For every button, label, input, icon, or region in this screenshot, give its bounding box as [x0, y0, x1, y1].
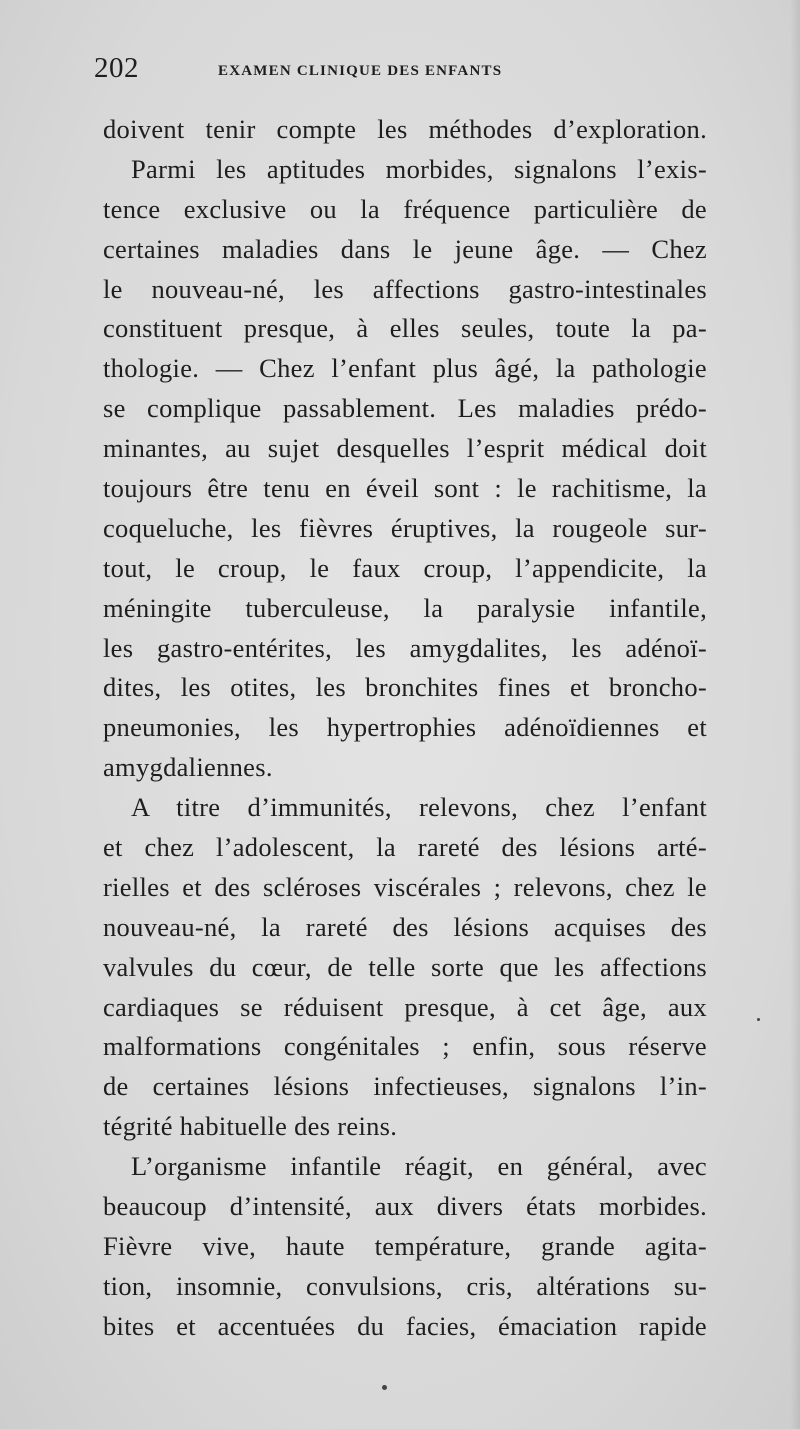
text-line: doivent tenir compte les méthodes d’exploration.: [103, 114, 707, 144]
text-line: toujours être tenu en éveil sont : le rachitisme, la: [103, 473, 707, 504]
text-line: de certaines lésions infectieuses, signalons l’in-: [103, 1071, 707, 1102]
text-line: dites, les otites, les bronchites fines et broncho-: [103, 672, 707, 703]
text-line: méningite tuberculeuse, la paralysie infantile,: [103, 592, 707, 623]
text-line: certaines maladies dans le jeune âge. — Chez: [103, 233, 707, 264]
page-edge-shadow: [790, 0, 800, 1429]
text-line: malformations congénitales ; enfin, sous réserve: [103, 1031, 707, 1062]
text-line: Parmi les aptitudes morbides, signalons l’exis-: [131, 153, 707, 184]
text-line: rielles et des scléroses viscérales ; relevons, chez le: [103, 871, 707, 902]
running-head: EXAMEN CLINIQUE DES ENFANTS: [218, 63, 503, 79]
text-line: Fièvre vive, haute température, grande agita-: [103, 1230, 707, 1261]
text-line: nouveau-né, la rareté des lésions acquises des: [103, 911, 707, 942]
text-line: les gastro-entérites, les amygdalites, les adénoï-: [103, 632, 707, 663]
text-line: se complique passablement. Les maladies prédo-: [103, 393, 707, 424]
text-line: bites et accentuées du facies, émaciation rapide: [103, 1310, 707, 1341]
text-line: tion, insomnie, convulsions, cris, altérations su-: [103, 1270, 707, 1301]
text-line: beaucoup d’intensité, aux divers états morbides.: [103, 1191, 707, 1222]
text-line: et chez l’adolescent, la rareté des lésions arté-: [103, 832, 707, 863]
text-line: valvules du cœur, de telle sorte que les affections: [103, 951, 707, 982]
text-line: le nouveau-né, les affections gastro-intestinales: [103, 273, 707, 304]
text-line: pneumonies, les hypertrophies adénoïdiennes et: [103, 712, 707, 743]
text-line: L’organisme infantile réagit, en général, avec: [131, 1151, 707, 1182]
text-line: cardiaques se réduisent presque, à cet âge, aux: [103, 991, 707, 1022]
text-line: A titre d’immunités, relevons, chez l’enfant: [131, 792, 707, 823]
text-line: tout, le croup, le faux croup, l’appendicite, la: [103, 552, 707, 583]
ink-speck: [382, 1385, 387, 1390]
text-line: tence exclusive ou la fréquence particulière de: [103, 193, 707, 224]
text-line: coqueluche, les fièvres éruptives, la rougeole sur-: [103, 512, 707, 543]
page-number: 202: [94, 52, 139, 84]
ink-speck: [757, 1018, 760, 1021]
text-line: tégrité habituelle des reins.: [103, 1111, 398, 1142]
text-line: constituent presque, à elles seules, toute la pa-: [103, 313, 707, 344]
text-line: minantes, au sujet desquelles l’esprit médical doit: [103, 433, 707, 464]
page-header: [94, 52, 714, 92]
text-line: thologie. — Chez l’enfant plus âgé, la pathologie: [103, 353, 707, 384]
body-text: [103, 110, 707, 1347]
text-line: amygdaliennes.: [103, 752, 273, 783]
